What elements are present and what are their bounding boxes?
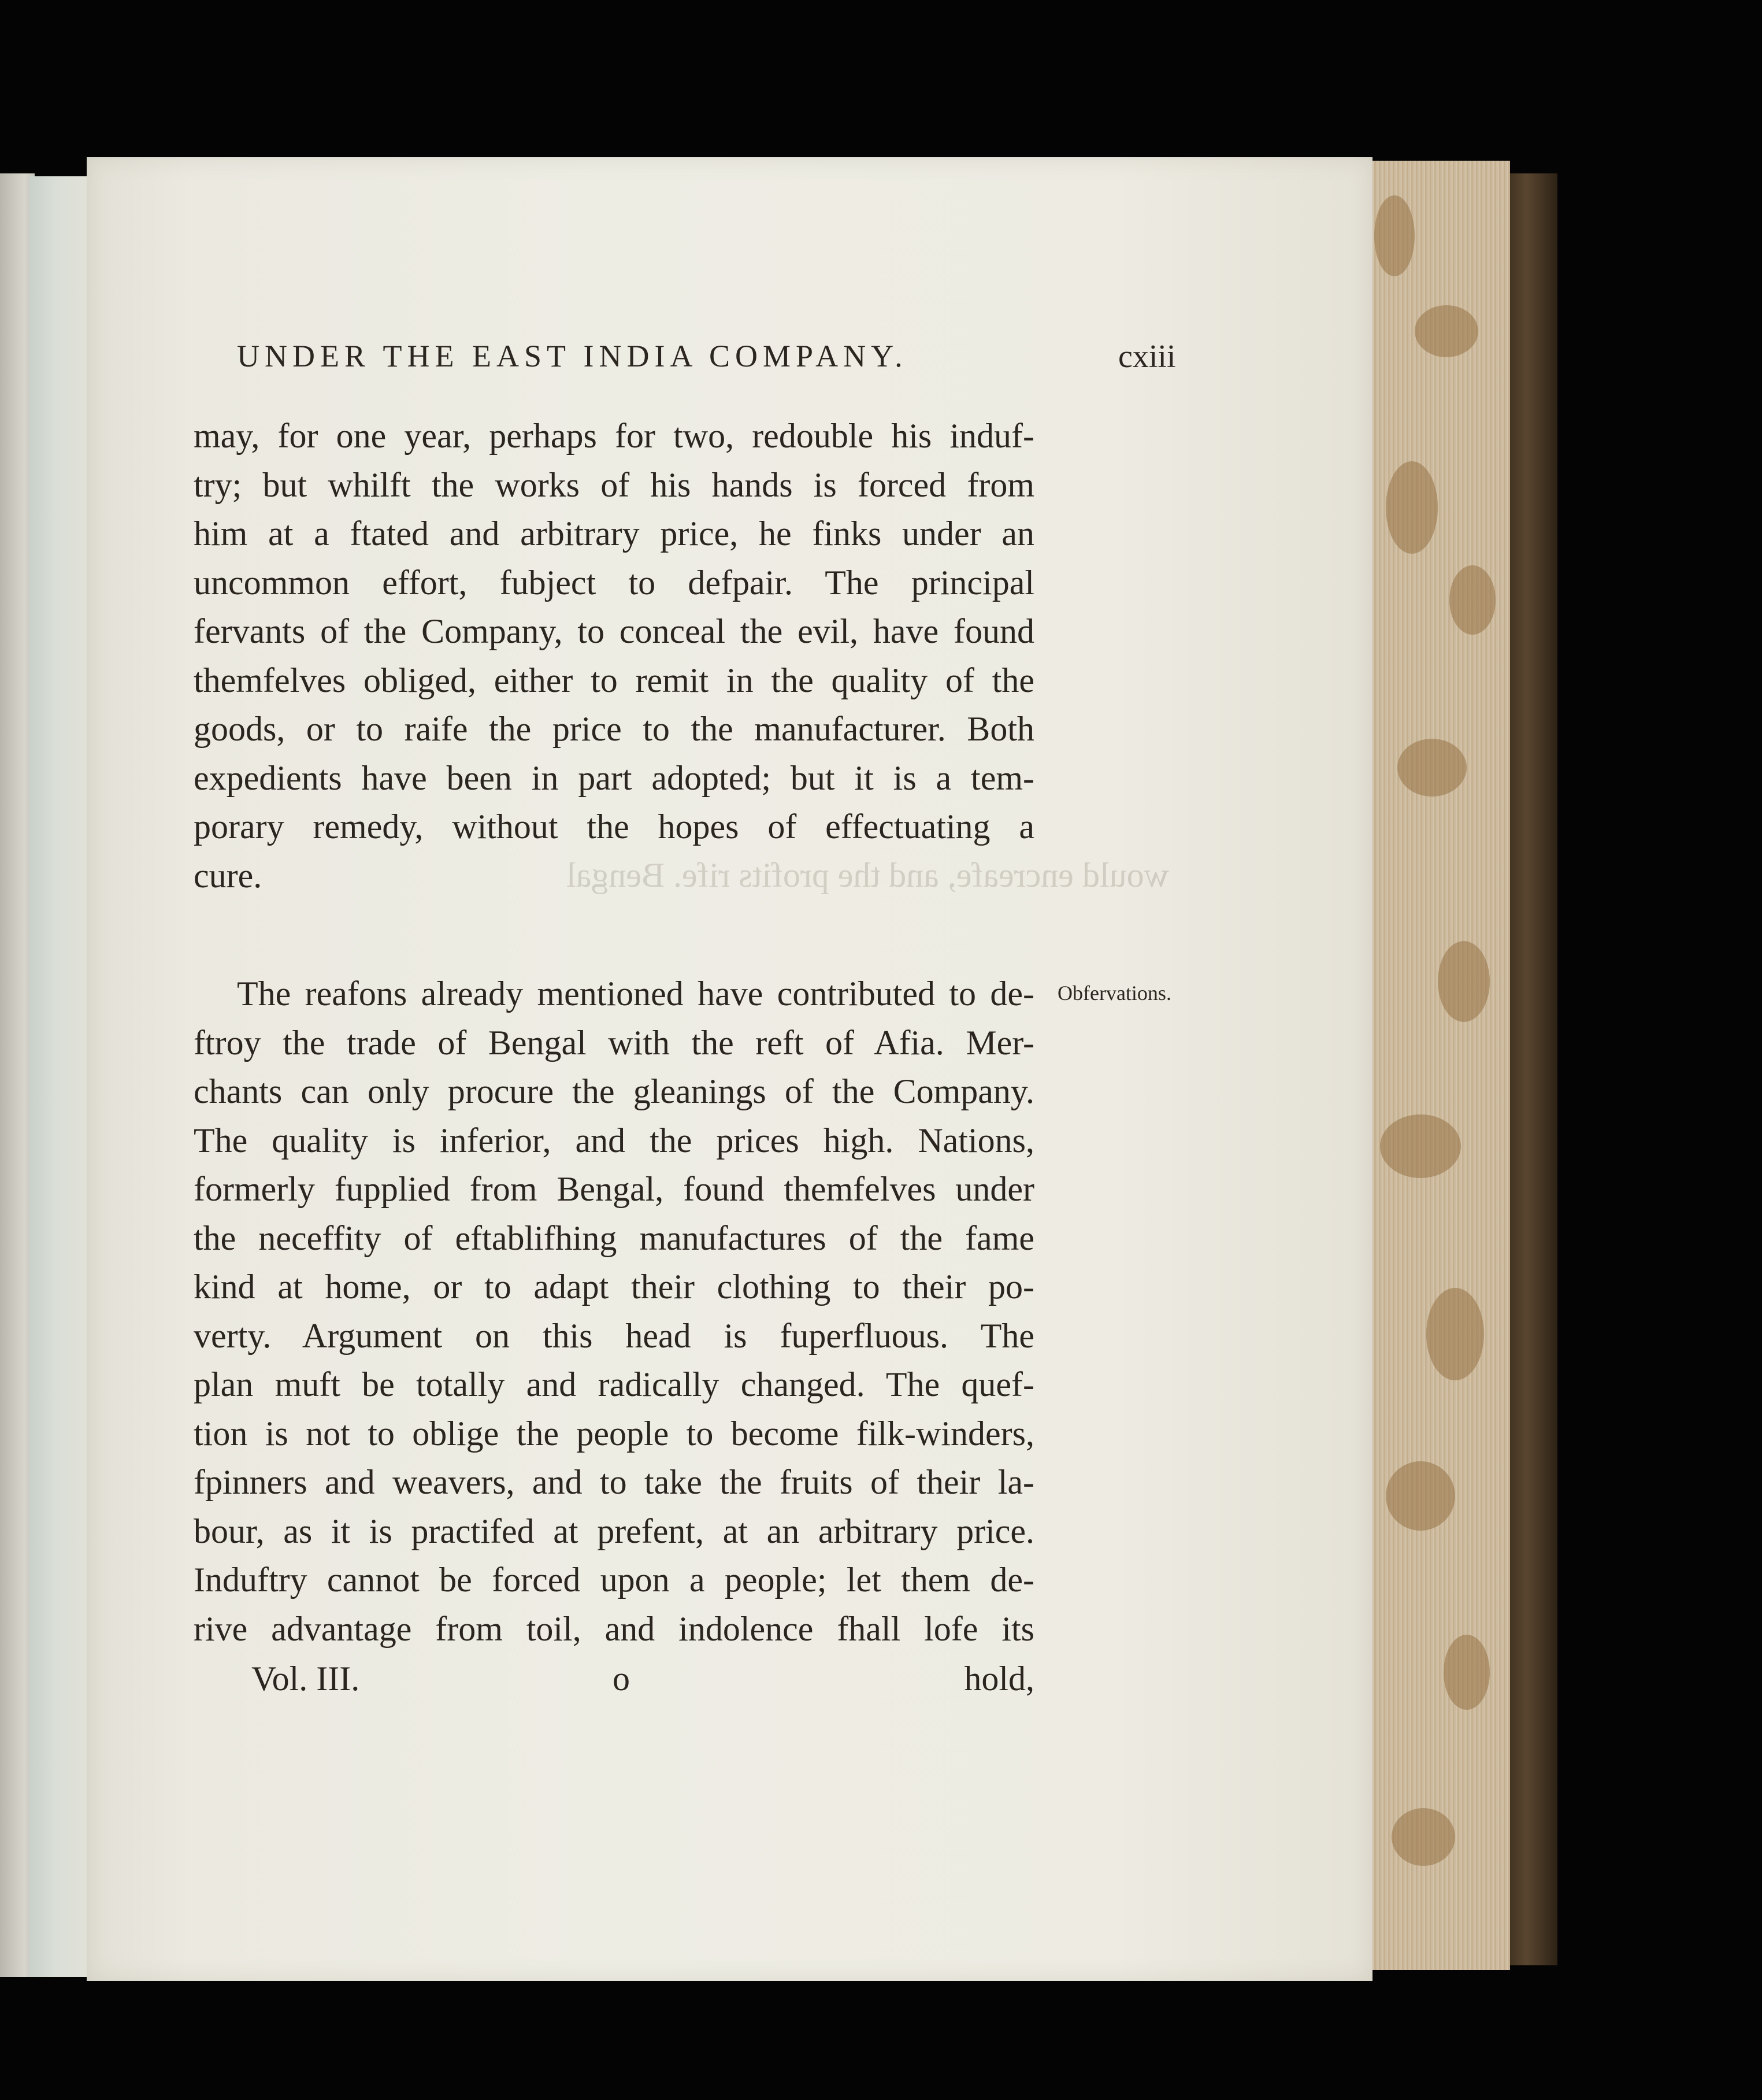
text-line: uncommon effort, fubject to defpair. The principal <box>194 563 1034 602</box>
text-line: themfelves obliged, either to remit in the quality of the <box>194 661 1034 699</box>
paragraph-1 <box>194 412 1034 900</box>
fore-edge <box>1363 161 1510 1970</box>
text-line: formerly fupplied from Bengal, found themfelves under <box>194 1170 1034 1208</box>
page-footer <box>194 1659 1034 1708</box>
text-line: porary remedy, without the hopes of effectuating a <box>194 808 1034 846</box>
text-line: verty. Argument on this head is fuperfluous. The <box>194 1316 1034 1355</box>
text-line: expedients have been in part adopted; but it is a tem- <box>194 758 1034 797</box>
text-line: the neceffity of eftablifhing manufactures of the fame <box>194 1218 1034 1257</box>
text-line: plan muft be totally and radically changed. The quef- <box>194 1365 1034 1403</box>
gutter-shadow <box>29 176 92 1977</box>
text-line: The reafons already mentioned have contributed to de- <box>237 975 1034 1013</box>
paragraph-2 <box>194 969 1034 1653</box>
text-line: The quality is inferior, and the prices high. Nations, <box>194 1121 1034 1160</box>
text-line: fervants of the Company, to conceal the evil, have found <box>194 612 1034 650</box>
text-line: ftroy the trade of Bengal with the reft of Afia. Mer- <box>194 1023 1034 1062</box>
catchword: hold, <box>964 1660 1034 1698</box>
text-line: him at a ftated and arbitrary price, he finks under an <box>194 514 1034 553</box>
book-cover-edge <box>1505 173 1557 1965</box>
text-line: tion is not to oblige the people to become filk-winders, <box>194 1414 1034 1453</box>
text-line: fpinners and weavers, and to take the fruits of their la- <box>194 1463 1034 1501</box>
text-line: kind at home, or to adapt their clothing to their po- <box>194 1268 1034 1306</box>
text-line: cure. <box>194 856 262 895</box>
text-line: rive advantage from toil, and indolence fhall lofe its <box>194 1609 1034 1648</box>
text-line: goods, or to raife the price to the manufacturer. Both <box>194 710 1034 748</box>
show-through: would encreafe, and the profits rife. Bengal <box>566 856 1169 894</box>
page-number: cxiii <box>1118 339 1176 375</box>
text-line: bour, as it is practifed at prefent, at an arbitrary price. <box>194 1512 1034 1550</box>
signature-mark: o <box>613 1660 630 1698</box>
text-line: chants can only procure the gleanings of the Company. <box>194 1072 1034 1110</box>
marginal-note: Obfervations. <box>1058 982 1171 1005</box>
volume-label: Vol. III. <box>251 1660 360 1698</box>
text-line: Induftry cannot be forced upon a people; let them de- <box>194 1561 1034 1599</box>
running-head: UNDER THE EAST INDIA COMPANY. <box>237 339 908 373</box>
text-line: try; but whilft the works of his hands is forced from <box>194 465 1034 504</box>
text-line: may, for one year, perhaps for two, redouble his induf- <box>194 417 1034 455</box>
